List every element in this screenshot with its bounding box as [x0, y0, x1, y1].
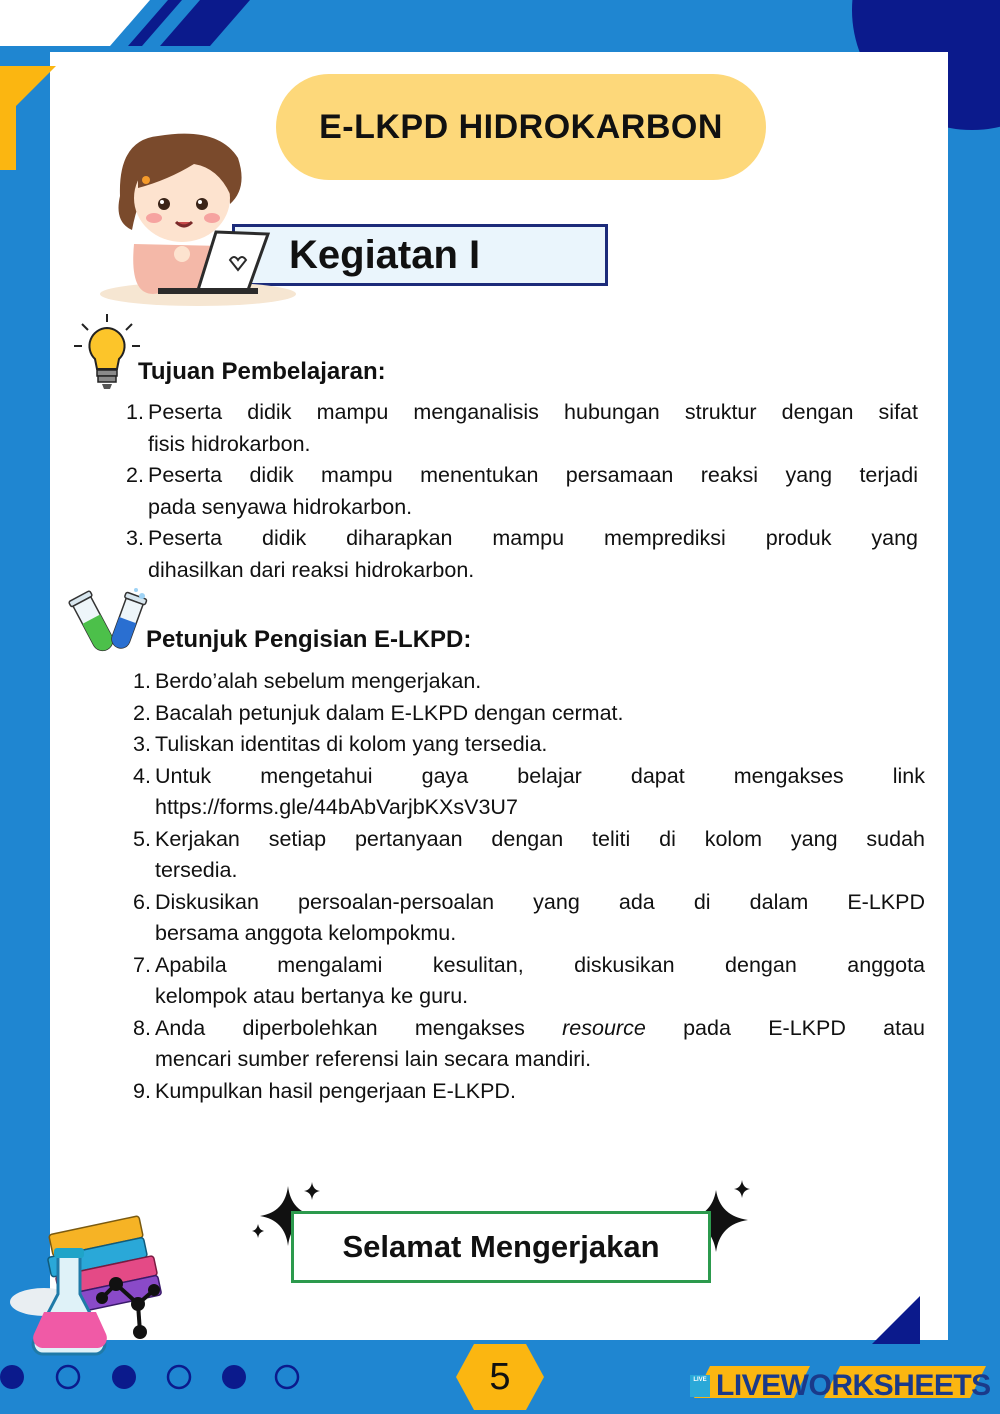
- list-item-text: Diskusikan persoalan-persoalan yang ada di dalam E-LKPD: [155, 889, 925, 914]
- list-item-text: Peserta didik mampu menganalisis hubungan struktur dengan sifat: [148, 400, 918, 424]
- page-number: 5: [489, 1355, 511, 1398]
- list-item-number: 3.: [133, 732, 151, 756]
- list-item-number: 1.: [133, 669, 151, 693]
- list-item-text: Bacalah petunjuk dalam E-LKPD dengan cermat.: [155, 700, 624, 725]
- list-item: [133, 666, 925, 698]
- list-item-text: bersama anggota kelompokmu.: [155, 921, 457, 945]
- list-item-number: 6.: [133, 889, 151, 914]
- activity-heading-label: Kegiatan I: [289, 232, 481, 277]
- list-item-text: Peserta didik mampu menentukan persamaan reaksi yang terjadi: [148, 463, 918, 487]
- list-item-text: mencari sumber referensi lain secara mandiri.: [155, 1047, 592, 1071]
- yellow-corner-decoration: [0, 66, 56, 122]
- list-item-text: fisis hidrokarbon.: [148, 431, 311, 456]
- list-item-text: Kerjakan setiap pertanyaan dengan teliti di kolom yang sudah: [155, 826, 925, 851]
- list-item-number: 4.: [133, 763, 151, 788]
- closing-message-text: Selamat Mengerjakan: [342, 1229, 660, 1264]
- test-tubes-icon: [66, 588, 150, 664]
- list-item-continuation: [155, 918, 925, 950]
- list-item-number: 2.: [133, 700, 151, 725]
- list-item: [133, 729, 925, 761]
- list-item-continuation: [155, 792, 925, 824]
- list-item-continuation: [148, 492, 918, 524]
- instructions-list: [133, 666, 925, 1107]
- list-item: [133, 824, 925, 856]
- navy-corner-decoration: [872, 1296, 920, 1344]
- list-item: [133, 950, 925, 982]
- list-item: [133, 887, 925, 919]
- closing-message: [291, 1211, 711, 1283]
- girl-with-laptop-illustration: [98, 118, 308, 318]
- liveworksheets-wordmark: LIVEWORKSHEETS: [716, 1369, 991, 1402]
- books-and-flask-illustration: [4, 1214, 176, 1360]
- list-item-continuation: [148, 555, 918, 587]
- list-item-continuation: [148, 429, 918, 461]
- list-item-number: 8.: [133, 1015, 151, 1040]
- list-item-text: Apabila mengalami kesulitan, diskusikan dengan anggota: [155, 952, 925, 977]
- list-item-number: 3.: [126, 526, 144, 550]
- worksheet-title: E-LKPD HIDROKARBON: [276, 74, 766, 180]
- top-stripes-decoration: [0, 0, 260, 52]
- liveworksheets-badge: LIVE: [690, 1375, 710, 1397]
- list-item-text: Tuliskan identitas di kolom yang tersedia.: [155, 732, 548, 756]
- list-item-text: Kumpulkan hasil pengerjaan E-LKPD.: [155, 1078, 516, 1103]
- instructions-heading: Petunjuk Pengisian E-LKPD:: [146, 626, 472, 653]
- list-item-text: dihasilkan dari reaksi hidrokarbon.: [148, 557, 475, 582]
- list-item-text: kelompok atau bertanya ke guru.: [155, 984, 469, 1008]
- list-item: [133, 1013, 925, 1045]
- list-item-continuation: [155, 981, 925, 1013]
- lightbulb-icon: [72, 312, 142, 392]
- list-item-number: 7.: [133, 952, 151, 977]
- list-item-emphasis: resource: [562, 1015, 646, 1040]
- list-item: [126, 397, 918, 429]
- list-item: [133, 698, 925, 730]
- list-item: [133, 1076, 925, 1108]
- list-item-number: 1.: [126, 400, 144, 424]
- liveworksheets-logo[interactable]: [690, 1366, 995, 1406]
- list-item-text: Peserta didik diharapkan mampu memprediksi produk yang: [148, 526, 918, 550]
- list-item-text-a: Anda diperbolehkan mengakses: [155, 1015, 563, 1040]
- list-item-continuation: [155, 855, 925, 887]
- list-item-text: Berdo’alah sebelum mengerjakan.: [155, 669, 482, 693]
- list-item-number: 5.: [133, 826, 151, 851]
- dots-decoration: [0, 1362, 320, 1392]
- list-item: [133, 761, 925, 793]
- list-item-continuation: [155, 1044, 925, 1076]
- list-item-number: 2.: [126, 463, 144, 487]
- list-item-text: Untuk mengetahui gaya belajar dapat mengakses link: [155, 763, 925, 788]
- list-item-text: pada senyawa hidrokarbon.: [148, 494, 413, 519]
- list-item-text-b: pada E-LKPD atau: [645, 1015, 925, 1040]
- list-item-text: tersedia.: [155, 858, 238, 882]
- form-link[interactable]: https://forms.gle/44bAbVarjbKXsV3U7: [155, 795, 518, 819]
- objectives-list: [126, 397, 918, 586]
- list-item-number: 9.: [133, 1078, 151, 1103]
- list-item: [126, 460, 918, 492]
- list-item: [126, 523, 918, 555]
- objectives-heading: Tujuan Pembelajaran:: [138, 358, 386, 385]
